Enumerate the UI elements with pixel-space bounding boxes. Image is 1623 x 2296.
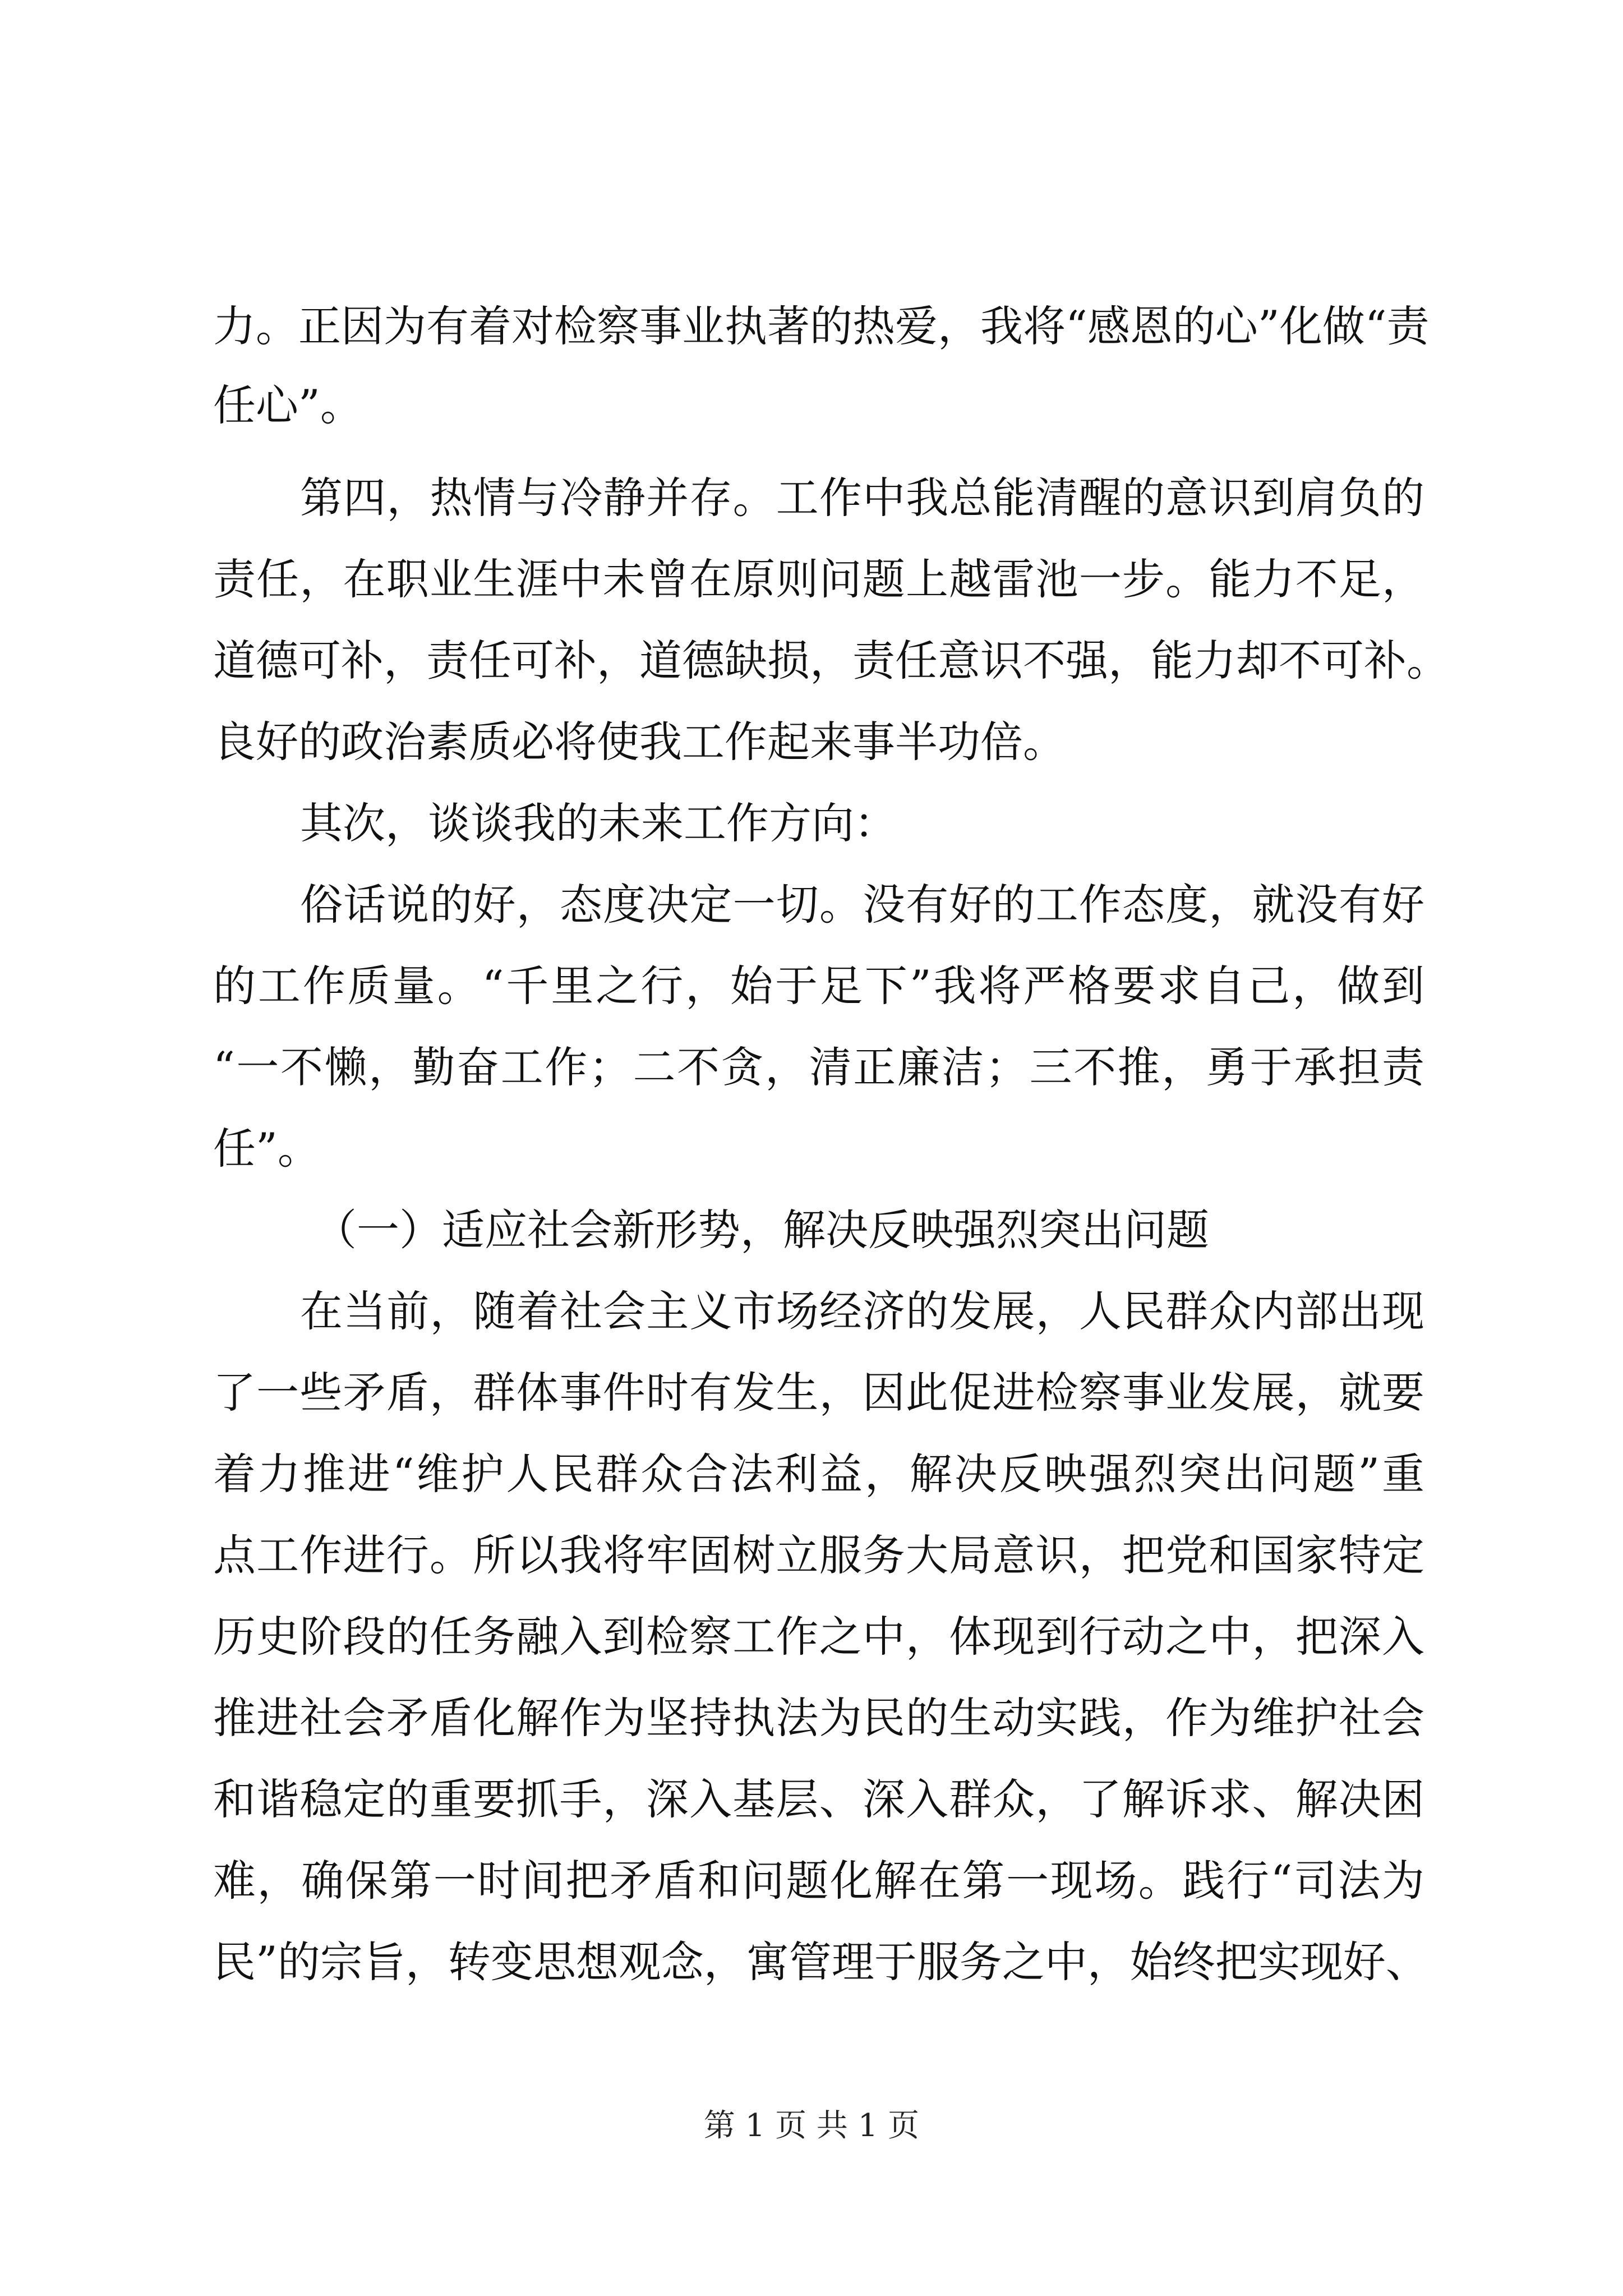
body-text-line: 了一些矛盾，群体事件时有发生，因此促进检察事业发展，就要 — [213, 1368, 1424, 1418]
body-text-line: 责任，在职业生涯中未曾在原则问题上越雷池一步。能力不足， — [213, 554, 1424, 604]
paragraph-first-line: 在当前，随着社会主义市场经济的发展，人民群众内部出现 — [300, 1286, 1424, 1336]
body-text-line: 点工作进行。所以我将牢固树立服务大局意识，把党和国家特定 — [213, 1530, 1424, 1580]
body-text-line: 良好的政治素质必将使我工作起来事半功倍。 — [213, 717, 1066, 767]
section-heading: （一）适应社会新形势，解决反映强烈突出问题 — [314, 1205, 1209, 1255]
body-text-line: 任心”。 — [213, 380, 363, 430]
paragraph-first-line: 俗话说的好，态度决定一切。没有好的工作态度，就没有好 — [300, 880, 1424, 930]
paragraph-first-line: 第四，热情与冷静并存。工作中我总能清醒的意识到肩负的 — [300, 473, 1424, 523]
body-text-line: 力。正因为有着对检察事业执著的热爱，我将“感恩的心”化做“责 — [213, 301, 1430, 351]
body-text-line: 着力推进“维护人民群众合法利益，解决反映强烈突出问题”重 — [213, 1449, 1424, 1499]
page-number-footer: 第 1 页 共 1 页 — [703, 2108, 920, 2144]
body-text-line: 和谐稳定的重要抓手，深入基层、深入群众，了解诉求、解决困 — [213, 1774, 1424, 1824]
body-text-line: “一不懒，勤奋工作；二不贪，清正廉洁；三不推，勇于承担责 — [213, 1042, 1424, 1092]
body-text-line: 任”。 — [213, 1124, 320, 1174]
body-text-line: 道德可补，责任可补，道德缺损，责任意识不强，能力却不可补。 — [213, 636, 1449, 685]
body-text-line: 历史阶段的任务融入到检察工作之中，体现到行动之中，把深入 — [213, 1612, 1424, 1662]
body-text-line: 民”的宗旨，转变思想观念，寓管理于服务之中，始终把实现好、 — [213, 1937, 1428, 1987]
body-text-line: 的工作质量。“千里之行，始于足下”我将严格要求自己，做到 — [213, 961, 1424, 1011]
section-intro-line: 其次，谈谈我的未来工作方向： — [300, 798, 897, 848]
body-text-line: 推进社会矛盾化解作为坚持执法为民的生动实践，作为维护社会 — [213, 1693, 1424, 1743]
body-text-line: 难，确保第一时间把矛盾和问题化解在第一现场。践行“司法为 — [213, 1856, 1424, 1906]
